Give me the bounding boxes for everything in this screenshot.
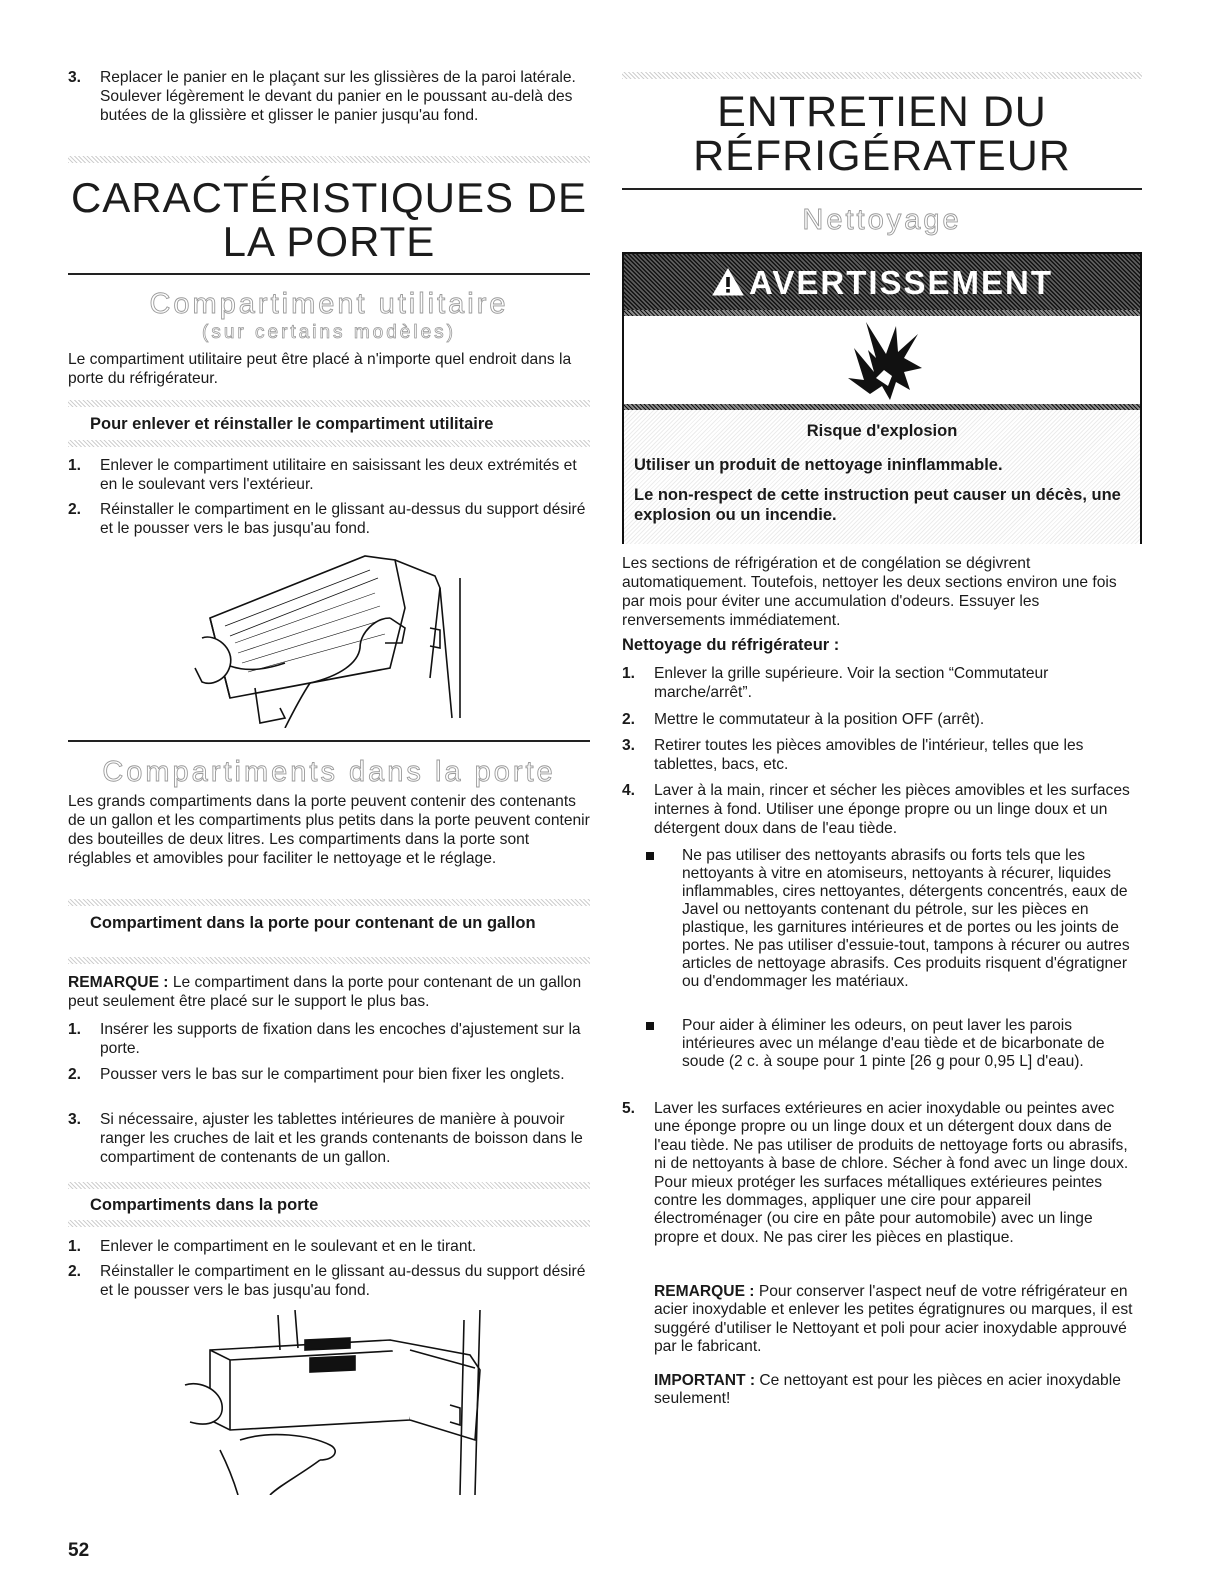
utility-step-2 bbox=[68, 500, 590, 538]
step-text: Laver à la main, rincer et sécher les pièces amovibles et les surfaces internes à fond. Utiliser une éponge propre ou un linge doux et un détergent doux dans de l'eau tiède. bbox=[654, 782, 1130, 837]
step-text: Insérer les supports de fixation dans les encoches d'ajustement sur la porte. bbox=[100, 1021, 581, 1057]
stainless-remark bbox=[654, 1283, 1142, 1357]
step-text: Retirer toutes les pièces amovibles de l'intérieur, telles que les tablettes, bacs, etc. bbox=[654, 737, 1084, 773]
warning-separator bbox=[624, 310, 1140, 316]
explosion-icon bbox=[846, 320, 926, 402]
note-label: REMARQUE : bbox=[68, 974, 169, 991]
cleaning-subsection-title: Nettoyage du réfrigérateur : bbox=[622, 636, 840, 654]
door-bins-paragraph: Les grands compartiments dans la porte peuvent contenir des contenants de un gallon et les compartiments plus petits dans la porte peuvent contenir des bouteilles de deux litres. Les compartiments dans la porte sont réglables et amovibles pour faciliter le nettoyage et le réglage. bbox=[68, 793, 590, 867]
important-text: Ce nettoyant est pour les pièces en acier inoxydable seulement! bbox=[654, 1372, 1121, 1408]
cleaning-step-4 bbox=[622, 781, 1142, 838]
step-text: Laver les surfaces extérieures en acier inoxydable ou peintes avec une éponge propre ou un linge doux et un détergent doux dans de l'eau tiède. Ne pas utiliser de produits de nettoyage forts ou abrasifs, ni de nettoyants à base de chlore. Sécher à fond avec un linge doux. Pour mieux protéger les surfaces métalliques extérieures peintes contre les dommages, appliquer une cire pour appareil électroménager (ou cire en pâte pour automobile) avec un linge propre et doux. Ne pas cirer les pièces en plastique. bbox=[654, 1100, 1129, 1246]
utility-paragraph: Le compartiment utilitaire peut être placé à n'importe quel endroit dans la porte du réfrigérateur. bbox=[68, 351, 572, 387]
note-text: Le compartiment dans la porte pour contenant de un gallon peut seulement être placé sur le support le plus bas. bbox=[68, 974, 582, 1010]
bins-step-2 bbox=[68, 1262, 590, 1300]
cleaning-heading: Nettoyage bbox=[802, 204, 962, 236]
utility-step-1 bbox=[68, 456, 590, 494]
cleaning-step-3 bbox=[622, 736, 1142, 774]
divider-hatched bbox=[68, 899, 590, 906]
step-text: Réinstaller le compartiment en le glissant au-dessus du support désiré et le pousser vers le bas jusqu'au fond. bbox=[100, 501, 586, 537]
step-text: Enlever le compartiment utilitaire en saisissant les deux extrémités et en le soulevant vers l'extérieur. bbox=[100, 457, 577, 493]
warning-hazard: Risque d'explosion bbox=[806, 422, 958, 440]
maintenance-title-line2: RÉFRIGÉRATEUR bbox=[693, 132, 1071, 180]
divider-hatched bbox=[68, 400, 590, 407]
step-number: 2. bbox=[68, 1066, 82, 1083]
cleaning-bullet-1 bbox=[646, 847, 1142, 991]
remark-text: Pour conserver l'aspect neuf de votre réfrigérateur en acier inoxydable et enlever les petites égratignures ou marques, il est suggéré d'utiliser le Nettoyant et poli pour acier inoxydable approuvé par le fabricant. bbox=[654, 1283, 1133, 1356]
section-title-line1: CARACTÉRISTIQUES DE bbox=[70, 174, 588, 221]
utility-subsection-title: Pour enlever et réinstaller le compartiment utilitaire bbox=[90, 415, 494, 433]
warning-header bbox=[624, 254, 1140, 310]
cleaning-step-1 bbox=[622, 664, 1142, 702]
divider-rule bbox=[622, 188, 1142, 190]
step-number: 3. bbox=[622, 737, 636, 754]
warning-message-area bbox=[624, 410, 1140, 544]
step-text: Si nécessaire, ajuster les tablettes intérieures de manière à pouvoir ranger les cruches de lait et les grands contenants de boisson dans le compartiment de contenants de un gallon. bbox=[100, 1111, 583, 1166]
warning-consequence: Le non-respect de cette instruction peut causer un décès, une explosion ou un incendie. bbox=[634, 486, 1121, 524]
step-text: Replacer le panier en le plaçant sur les glissières de la paroi latérale. Soulever légèrement le devant du panier en le poussant au-delà des butées de la glissière et glisser le panier jusqu'au fond. bbox=[100, 69, 576, 124]
step-number: 3. bbox=[68, 69, 82, 86]
divider-hatched bbox=[68, 156, 590, 163]
warning-title-text: AVERTISSEMENT bbox=[748, 264, 1054, 301]
step-number: 4. bbox=[622, 782, 636, 799]
gallon-step-1 bbox=[68, 1020, 590, 1058]
step-number: 1. bbox=[68, 1238, 82, 1255]
cleaning-paragraph: Les sections de réfrigération et de congélation se dégivrent automatiquement. Toutefois, nettoyer les deux sections environ une fois par mois pour éviter une accumulation d'odeurs. Essuyer les renversements immédiatement. bbox=[622, 555, 1117, 629]
warning-instruction: Utiliser un produit de nettoyage ininflammable. bbox=[634, 456, 1003, 474]
divider-rule bbox=[68, 273, 590, 275]
remark-label: REMARQUE : bbox=[654, 1283, 755, 1300]
step-number: 5. bbox=[622, 1100, 636, 1117]
bins-step-1 bbox=[68, 1237, 590, 1256]
maintenance-title-line1: ENTRETIEN DU bbox=[717, 88, 1047, 136]
gallon-step-3 bbox=[68, 1110, 590, 1167]
step-text: Réinstaller le compartiment en le glissant au-dessus du support désiré et le pousser vers le bas jusqu'au fond. bbox=[100, 1263, 586, 1299]
divider-hatched bbox=[68, 1182, 590, 1189]
bullet-square-icon bbox=[646, 852, 654, 860]
step-number: 1. bbox=[68, 1021, 82, 1038]
step-number: 2. bbox=[68, 501, 82, 518]
utility-compartment-illustration bbox=[190, 548, 480, 728]
maintenance-title bbox=[622, 90, 1142, 178]
divider-hatched bbox=[622, 72, 1142, 79]
section-title bbox=[68, 176, 590, 264]
door-bins-heading: Compartiments dans la porte bbox=[102, 756, 556, 788]
section-title-line2: LA PORTE bbox=[222, 218, 436, 265]
utility-subheading: (sur certains modèles) bbox=[202, 322, 456, 343]
important-label: IMPORTANT : bbox=[654, 1372, 756, 1389]
door-bins-title: Compartiments dans la porte bbox=[90, 1196, 319, 1214]
important-note bbox=[654, 1372, 1142, 1409]
door-bin-illustration bbox=[180, 1310, 490, 1495]
gallon-bin-title: Compartiment dans la porte pour contenant de un gallon bbox=[90, 914, 536, 932]
step-text: Enlever la grille supérieure. Voir la section “Commutateur marche/arrêt”. bbox=[654, 665, 1049, 701]
step-number: 2. bbox=[622, 711, 636, 728]
warning-box bbox=[622, 252, 1142, 544]
warning-title bbox=[624, 265, 1140, 301]
page-number: 52 bbox=[68, 1540, 90, 1561]
divider-rule bbox=[68, 740, 590, 742]
utility-heading: Compartiment utilitaire bbox=[149, 288, 509, 320]
step-number: 3. bbox=[68, 1111, 82, 1128]
step-text: Mettre le commutateur à la position OFF (arrêt). bbox=[654, 711, 985, 728]
bullet-text: Pour aider à éliminer les odeurs, on peut laver les parois intérieures avec un mélange d'eau tiède et de bicarbonate de soude (2 c. à soupe pour 1 pinte [26 g pour 0,95 L] d'eau). bbox=[682, 1017, 1105, 1070]
step-number: 1. bbox=[622, 665, 636, 682]
step-text: Pousser vers le bas sur le compartiment pour bien fixer les onglets. bbox=[100, 1066, 565, 1083]
cleaning-step-2 bbox=[622, 710, 1142, 729]
step-number: 1. bbox=[68, 457, 82, 474]
cleaning-bullet-2 bbox=[646, 1017, 1142, 1071]
warning-triangle-icon bbox=[711, 267, 745, 297]
step-number: 2. bbox=[68, 1263, 82, 1280]
step-text: Enlever le compartiment en le soulevant et en le tirant. bbox=[100, 1238, 477, 1255]
intro-step bbox=[68, 68, 590, 125]
bullet-text: Ne pas utiliser des nettoyants abrasifs ou forts tels que les nettoyants à vitre en atomiseurs, nettoyants à récurer, liquides inflammables, cires nettoyantes, détergents concentrés, eaux de Javel ou nettoyants contenant du pétrole, sur les pièces en plastique, les garnitures intérieures et de portes ou les joints de portes. Ne pas utiliser d'essuie-tout, tampons à récurer ou autres articles de nettoyage abrasifs. Ces produits risquent d'égratigner ou d'endommager les matériaux. bbox=[682, 847, 1130, 990]
divider-hatched bbox=[68, 440, 590, 447]
cleaning-step-5 bbox=[622, 1100, 1142, 1247]
bullet-square-icon bbox=[646, 1022, 654, 1030]
gallon-note bbox=[68, 973, 590, 1011]
divider-hatched bbox=[68, 957, 590, 964]
gallon-step-2 bbox=[68, 1065, 590, 1084]
divider-hatched bbox=[68, 1220, 590, 1227]
